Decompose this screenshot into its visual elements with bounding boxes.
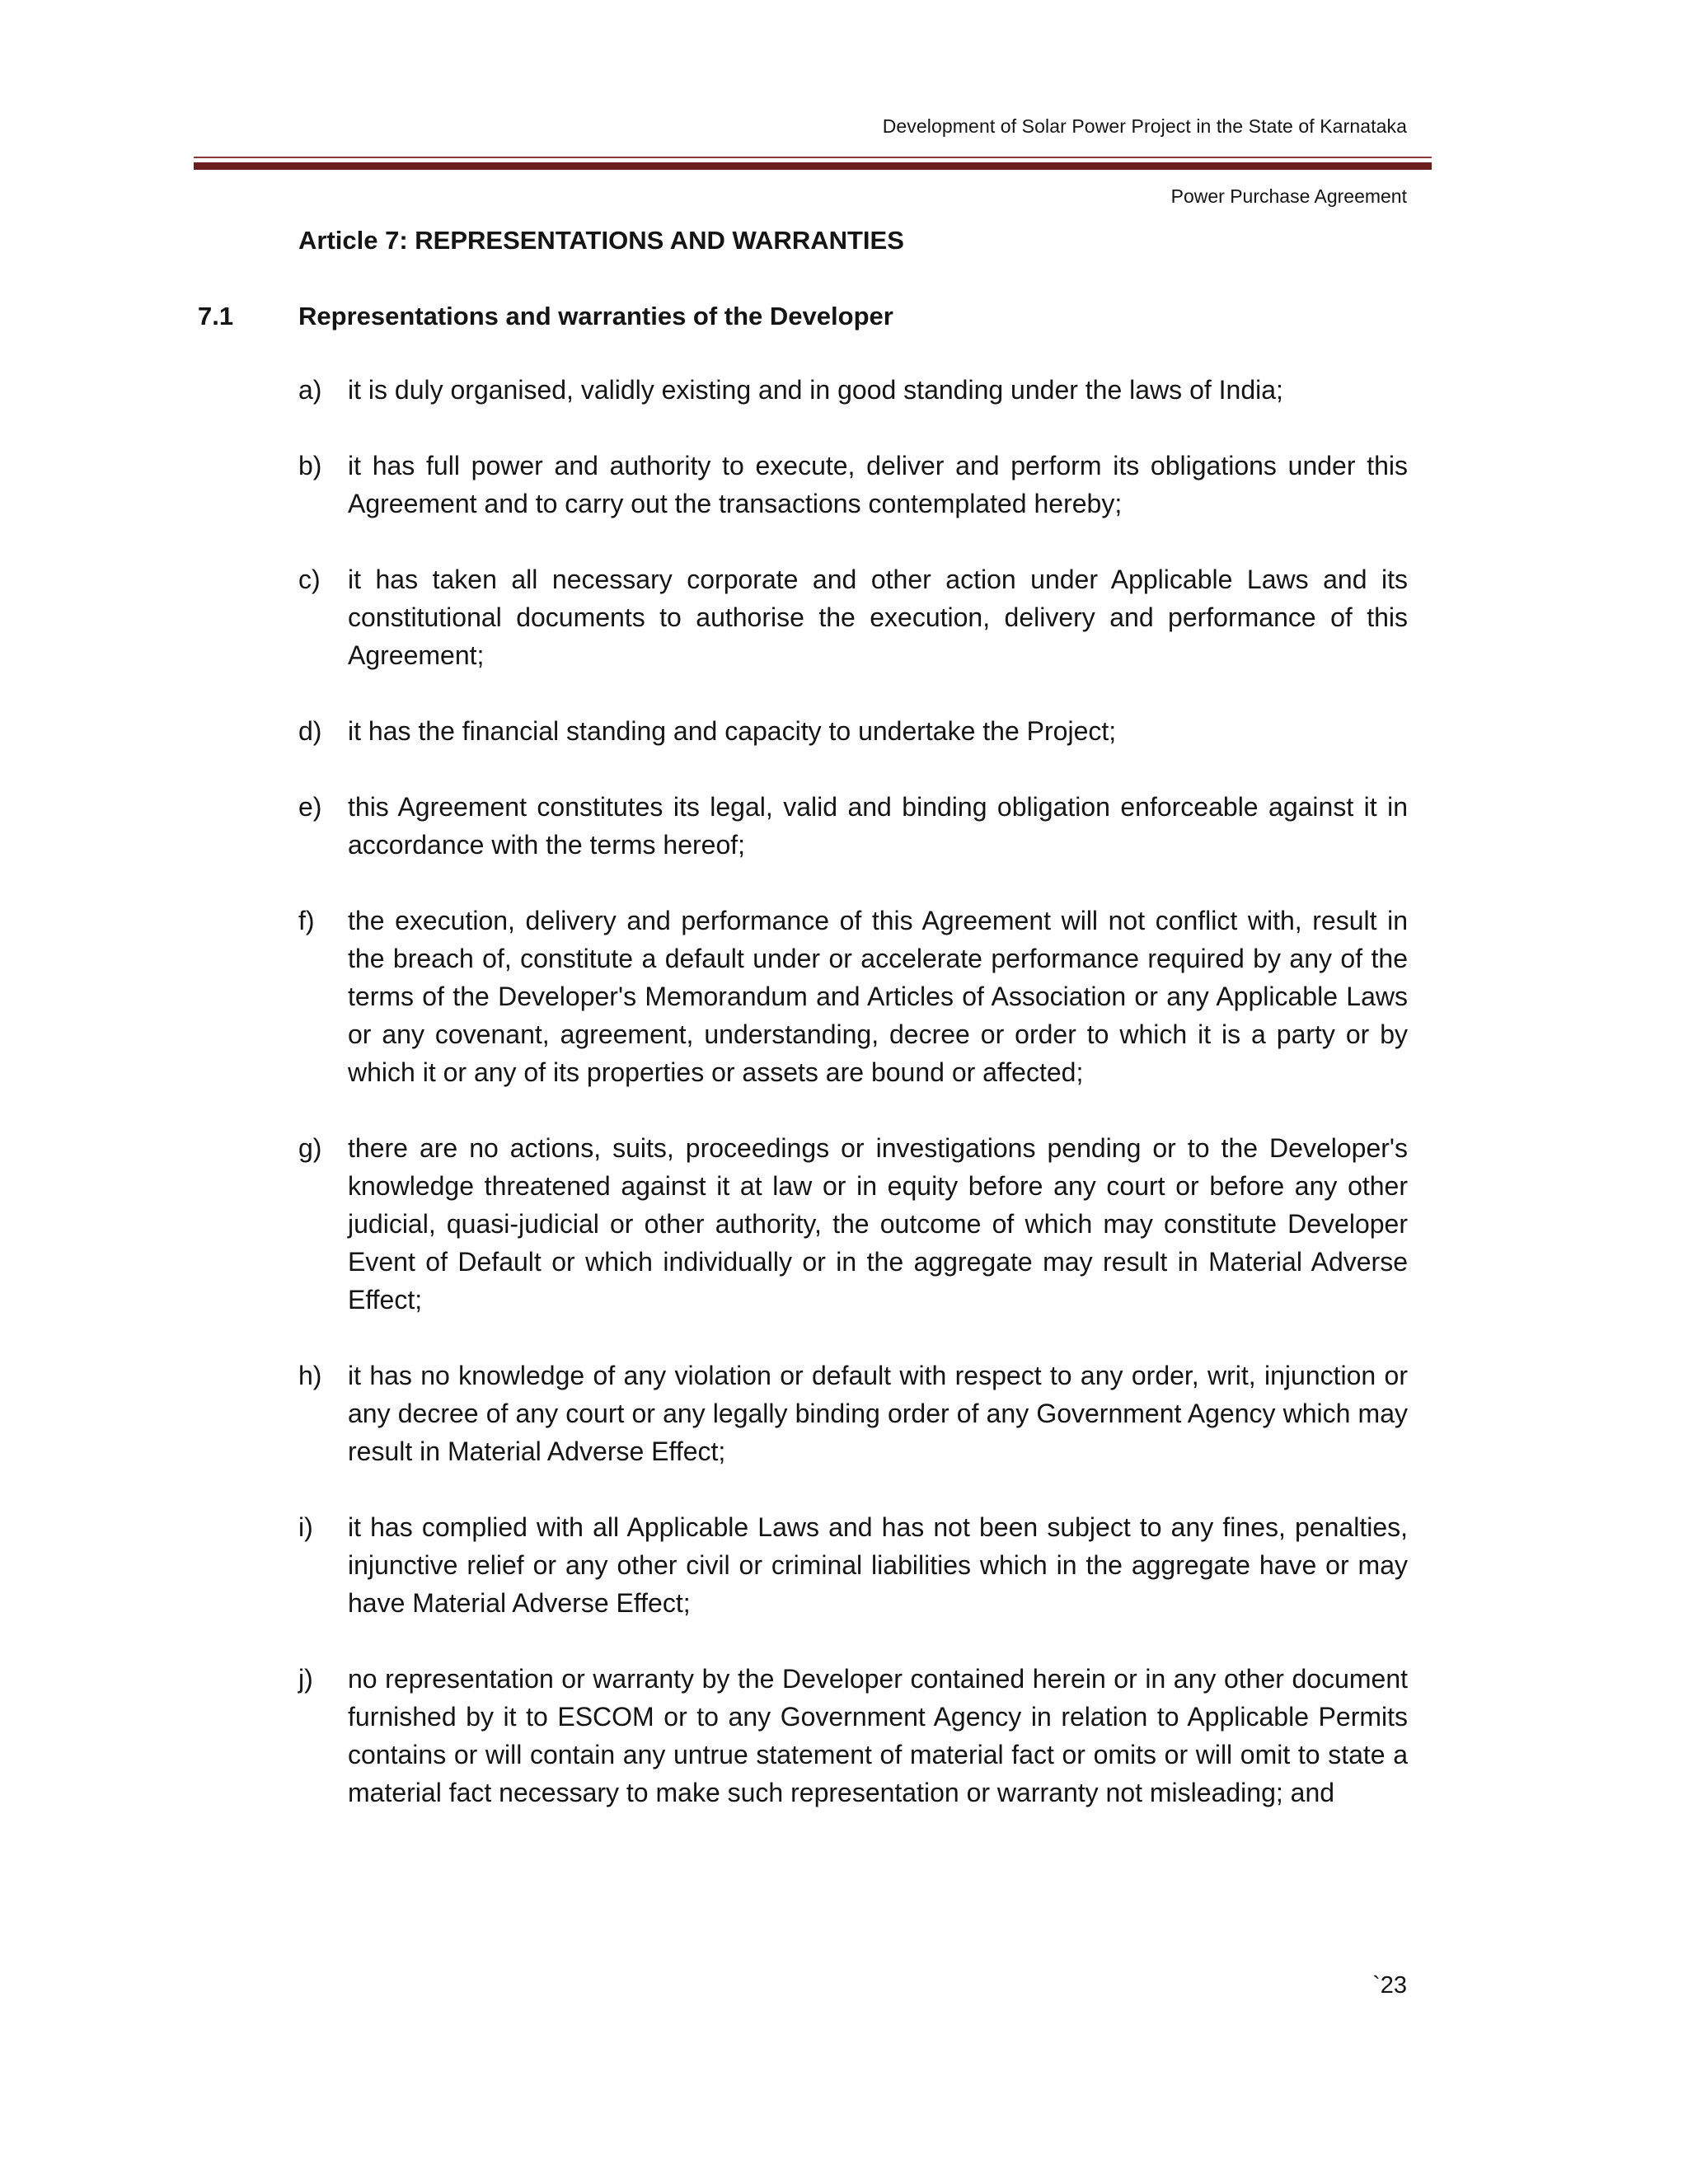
clause-text: it has taken all necessary corporate and other action under Applicable Laws and its constitutional documents to authorise the execution, delivery and performance of this Agreement; [348, 565, 1408, 670]
clause-j [298, 1660, 1408, 1811]
header-rule-thick [194, 162, 1432, 170]
clause-b [298, 447, 1408, 523]
clause-text: no representation or warranty by the Developer contained herein or in any other document furnished by it to ESCOM or to any Government Agency in relation to Applicable Permits contains or will contain any untrue statement of material fact or omits or will omit to state a material fact necessary to make such representation or warranty not misleading; and [348, 1664, 1408, 1807]
clause-label: e) [298, 792, 322, 822]
page-number: `23 [1372, 1972, 1407, 1999]
article-title: Article 7: REPRESENTATIONS AND WARRANTIES [298, 226, 904, 255]
section-number: 7.1 [198, 302, 234, 330]
document-type-label: Power Purchase Agreement [1170, 185, 1407, 207]
clause-i [298, 1508, 1408, 1622]
clause-label: f) [298, 906, 315, 935]
clause-label: d) [298, 716, 322, 746]
clause-label: g) [298, 1133, 322, 1163]
clause-label: b) [298, 451, 322, 480]
clause-text: the execution, delivery and performance of this Agreement will not conflict with, result in the breach of, constitute a default under or accelerate performance required by any of the terms of the Developer's Memorandum and Articles of Association or any Applicable Laws or any covenant, agreement, understanding, decree or order to which it is a party or by which it or any of its properties or assets are bound or affected; [348, 906, 1408, 1087]
clause-g [298, 1129, 1408, 1319]
clause-label: h) [298, 1361, 322, 1390]
clause-c [298, 560, 1408, 674]
clause-text: it has the financial standing and capacity to undertake the Project; [348, 716, 1117, 746]
clause-text: it has full power and authority to execute, deliver and perform its obligations under this Agreement and to carry out the transactions contemplated hereby; [348, 451, 1408, 518]
clause-text: it has complied with all Applicable Laws and has not been subject to any fines, penalties, injunctive relief or any other civil or criminal liabilities which in the aggregate have or may have Material Adverse Effect; [348, 1512, 1408, 1618]
clause-label: c) [298, 565, 321, 594]
section-title: Representations and warranties of the Developer [298, 302, 893, 330]
clause-e [298, 788, 1408, 864]
clause-text: there are no actions, suits, proceedings or investigations pending or to the Developer's knowledge threatened against it at law or in equity before any court or before any other judicial, quasi-judicial or other authority, the outcome of which may constitute Developer Event of Default or which individually or in the aggregate may result in Material Adverse Effect; [348, 1133, 1408, 1315]
clause-a [298, 371, 1408, 409]
clause-h [298, 1357, 1408, 1470]
header-rule-thin [194, 157, 1432, 158]
clause-f [298, 902, 1408, 1091]
clause-text: this Agreement constitutes its legal, valid and binding obligation enforceable against it in accordance with the terms hereof; [348, 792, 1408, 860]
clause-d [298, 712, 1408, 750]
clause-text: it has no knowledge of any violation or default with respect to any order, writ, injunction or any decree of any court or any legally binding order of any Government Agency which may result in Material Adverse Effect; [348, 1361, 1408, 1466]
clause-label: i) [298, 1512, 313, 1542]
clause-text: it is duly organised, validly existing and in good standing under the laws of India; [348, 375, 1283, 405]
clause-label: j) [298, 1664, 313, 1694]
clause-label: a) [298, 375, 322, 405]
clause-list [298, 371, 1408, 1849]
running-header-title: Development of Solar Power Project in the State of Karnataka [882, 115, 1407, 137]
